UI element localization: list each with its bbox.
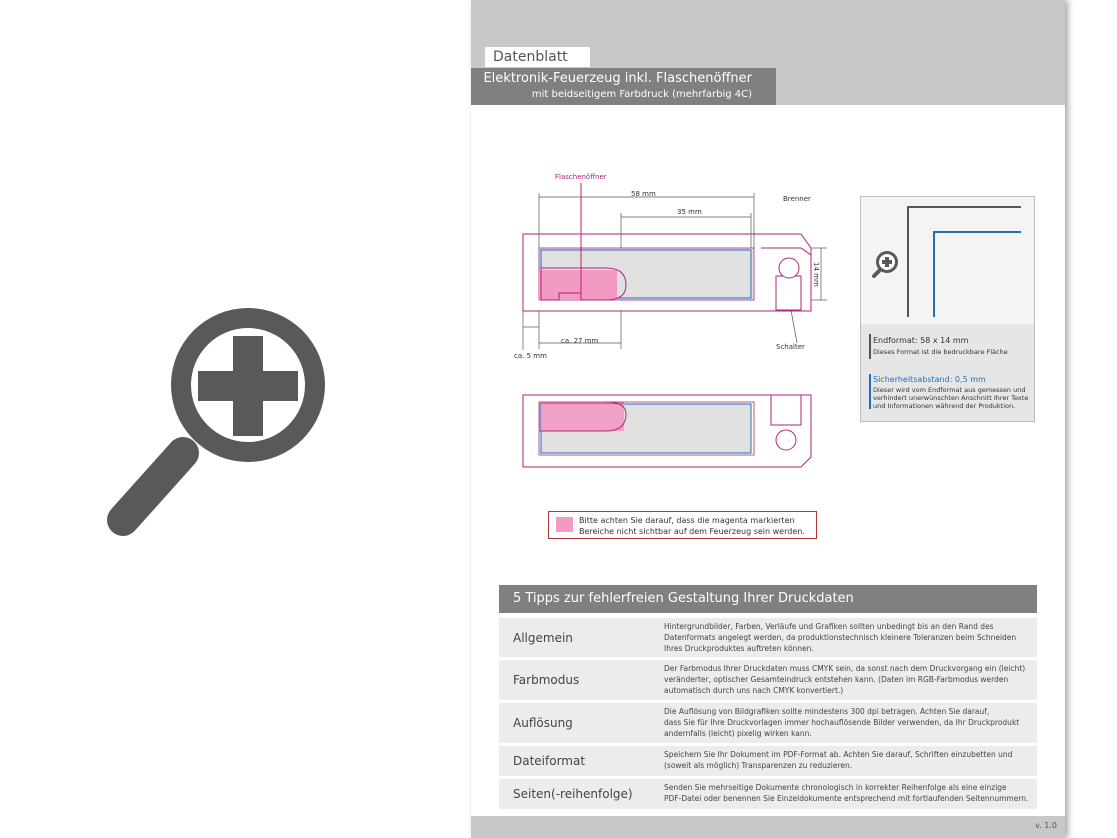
label-bottle-opener: Flaschenöffner bbox=[555, 173, 607, 181]
tip-label: Allgemein bbox=[513, 630, 573, 645]
dimension-27: ca. 27 mm bbox=[561, 337, 599, 345]
label-burner: Brenner bbox=[783, 195, 811, 203]
tip-label: Auflösung bbox=[513, 716, 573, 730]
page-title: Datenblatt bbox=[485, 47, 590, 67]
dimension-58: 58 mm bbox=[631, 190, 656, 198]
tip-text: Speichern Sie Ihr Dokument im PDF-Format ab. Achten Sie darauf, Schriften einzubetten und (soweit als möglich) Transparenzen zu reduzieren. bbox=[664, 750, 1013, 770]
tip-text: Der Farbmodus Ihrer Druckdaten muss CMYK sein, da sonst nach dem Druckvorgang ein (leicht) veränderter, optischer Gesamteindruck entstehen kann. (Daten im RGB-Farbmodus werden automatisch durch uns nach CMYK konvertiert.) bbox=[664, 664, 1026, 695]
product-box bbox=[471, 68, 776, 105]
magenta-swatch bbox=[556, 517, 573, 532]
tip-row-colormode bbox=[499, 660, 1037, 700]
version-label: v. 1.0 bbox=[1035, 821, 1057, 830]
tip-row-general bbox=[499, 618, 1037, 657]
legend-safety-title: Sicherheitsabstand: 0,5 mm bbox=[873, 375, 986, 384]
tip-row-resolution bbox=[499, 703, 1037, 743]
zoom-in-icon[interactable] bbox=[105, 305, 365, 555]
magenta-warning bbox=[548, 511, 817, 539]
lighter-drawing bbox=[471, 105, 851, 495]
legend-safety-desc-3: und Informationen während der Produktion. bbox=[873, 402, 1016, 410]
tip-text: Hintergrundbilder, Farben, Verläufe und Grafiken sollten unbedingt bis an den Rand des Datenformats angelegt werden, da produktionstechnisch kleinere Toleranzen beim Schneiden Ihres Druckproduktes auftreten können. bbox=[664, 622, 1017, 653]
tip-label: Farbmodus bbox=[513, 673, 580, 687]
warning-text: Bitte achten Sie darauf, dass die magenta markierten Bereiche nicht sichtbar auf dem Feuerzeug sein werden. bbox=[579, 516, 805, 536]
tip-row-pages bbox=[499, 779, 1037, 809]
dimension-35: 35 mm bbox=[677, 208, 702, 216]
tip-text: Senden Sie mehrseitige Dokumente chronologisch in korrekter Reihenfolge als eine einzige PDF-Datei oder benennen Sie Einzeldokumente entsprechend mit fortlaufenden Seitennummern. bbox=[664, 783, 1029, 803]
dimension-14: 14 mm bbox=[812, 262, 820, 287]
legend-endformat-title: Endformat: 58 x 14 mm bbox=[873, 336, 969, 345]
footer-band bbox=[471, 816, 1065, 838]
dimension-5: ca. 5 mm bbox=[514, 352, 547, 360]
legend-preview bbox=[861, 197, 1034, 324]
tips-heading: 5 Tipps zur fehlerfreien Gestaltung Ihrer Druckdaten bbox=[499, 585, 1037, 613]
product-name: Elektronik-Feuerzeug inkl. Flaschenöffner bbox=[483, 71, 752, 86]
tip-row-fileformat bbox=[499, 746, 1037, 776]
zoom-in-icon[interactable] bbox=[871, 249, 901, 279]
datasheet-page bbox=[471, 0, 1065, 838]
legend-panel bbox=[860, 196, 1035, 422]
tip-label: Dateiformat bbox=[513, 754, 586, 768]
product-variant: mit beidseitigem Farbdruck (mehrfarbig 4C) bbox=[531, 89, 752, 100]
legend-safety-desc-1: Dieser wird vom Endformat aus gemessen und bbox=[873, 386, 1026, 394]
legend-endformat-desc: Dieses Format ist die bedruckbare Fläche bbox=[873, 348, 1008, 356]
legend-safety-desc-2: verhindert unerwünschten Anschnitt Ihrer Texte bbox=[873, 394, 1029, 402]
tip-label: Seiten(-reihenfolge) bbox=[513, 787, 633, 801]
tip-text: Die Auflösung von Bildgrafiken sollte mindestens 300 dpi betragen. Achten Sie darauf, dass Sie für Ihre Druckvorlagen immer hochauflösende Bilder verwenden, da Ihr Druckprodukt andernfalls (leicht) pixelig wirken kann. bbox=[664, 707, 1020, 738]
label-switch: Schalter bbox=[776, 343, 805, 351]
